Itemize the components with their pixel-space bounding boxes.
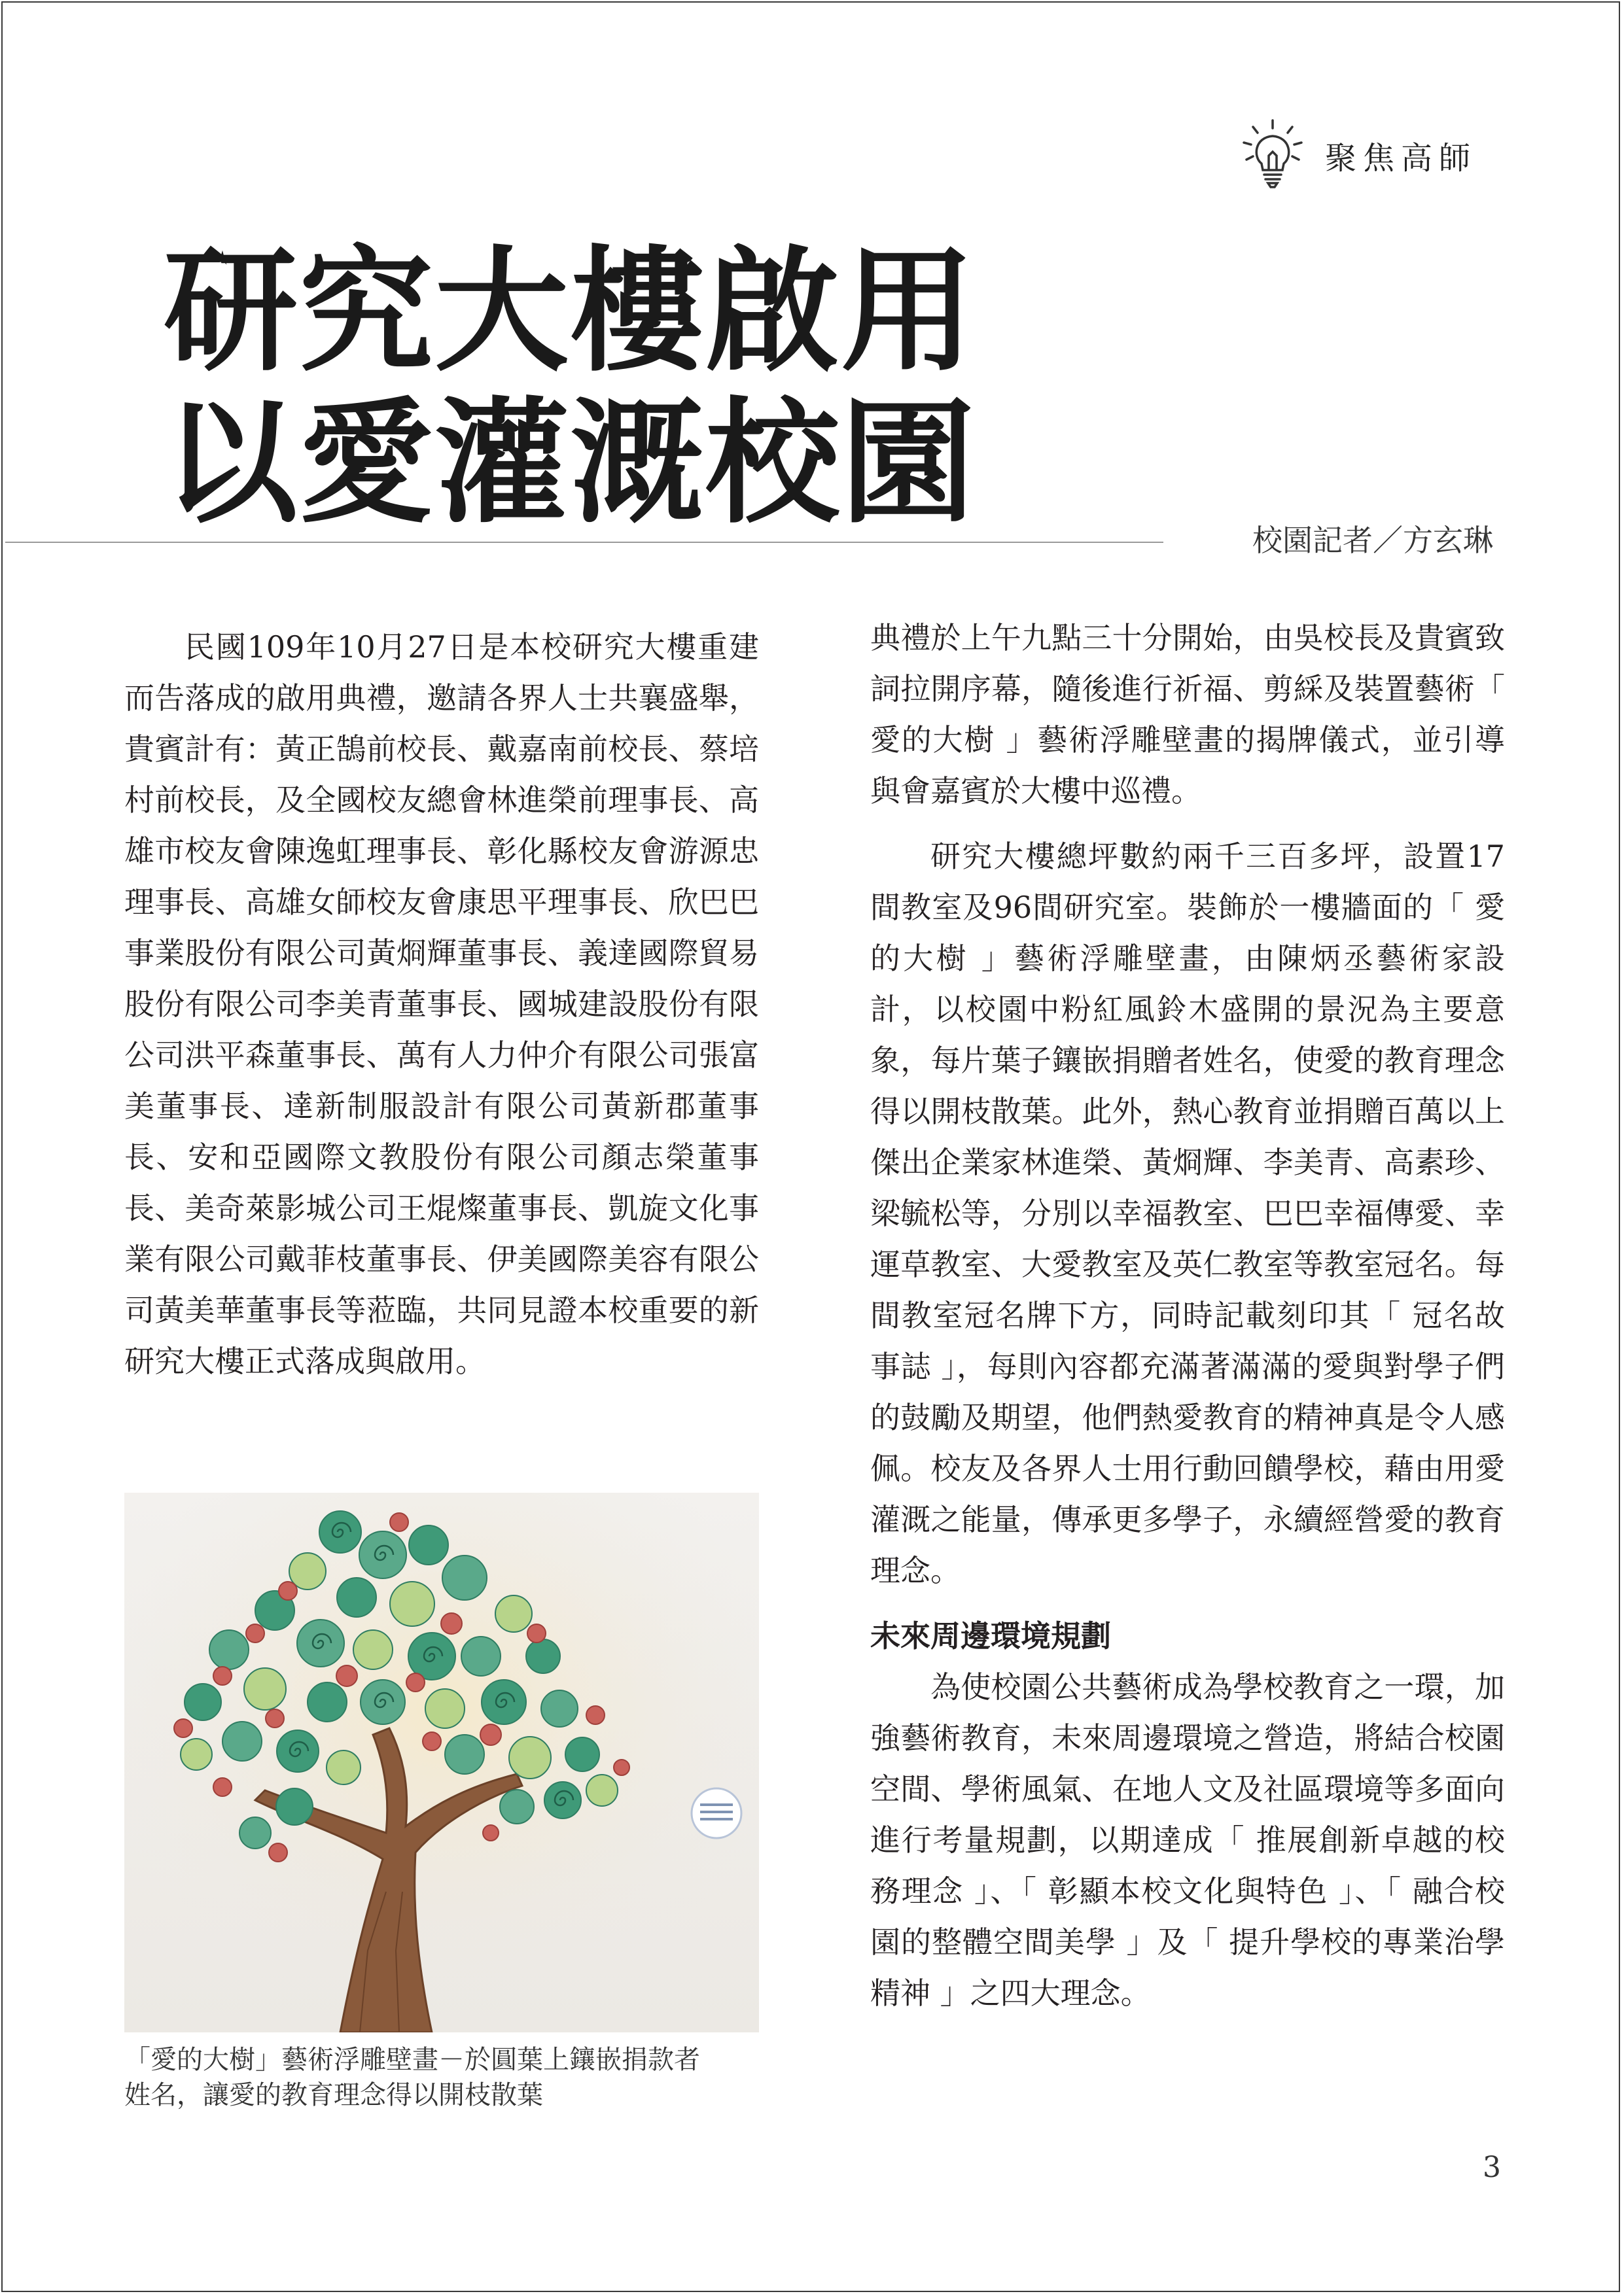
- paragraph-1: 民國109年10月27日是本校研究大樓重建而告落成的啟用典禮，邀請各界人士共襄盛舉，貴賓計有：黃正鵠前校長、戴嘉南前校長、蔡培村前校長，及全國校友總會林進榮前理事長、高雄市校友會陳逸虹理事長、彰化縣校友會游源忠理事長、高雄女師校友會康思平理事長、欣巴巴事業股份有限公司黃烱輝董事長、義達國際貿易股份有限公司李美青董事長、國城建設股份有限公司洪平森董事長、萬有人力仲介有限公司張富美董事長、達新制服設計有限公司黃新郡董事長、安和亞國際文教股份有限公司顏志榮董事長、美奇萊影城公司王焜燦董事長、凱旋文化事業有限公司戴菲枝董事長、伊美國際美容有限公司黃美華董事長等蒞臨，共同見證本校重要的新研究大樓正式落成與啟用。: [124, 629, 759, 1379]
- article-title: [164, 233, 976, 542]
- caption-line-2: 姓名，讓愛的教育理念得以開枝散葉: [124, 2080, 543, 2110]
- title-line-2: 以愛灌溉校園: [164, 385, 976, 542]
- title-line-1: 研究大樓啟用: [164, 233, 976, 390]
- byline: 校園記者／方玄琳: [1252, 523, 1493, 558]
- tree-mural-photo: [124, 1493, 759, 2032]
- caption-line-1: 「愛的大樹」藝術浮雕壁畫－於圓葉上鑲嵌捐款者: [124, 2045, 700, 2075]
- subheading: 未來周邊環境規劃: [870, 1618, 1111, 1654]
- paragraph-3: 研究大樓總坪數約兩千三百多坪，設置17間教室及96間研究室。裝飾於一樓牆面的「 愛的大樹 」藝術浮雕壁畫，由陳炳丞藝術家設計，以校園中粉紅風鈴木盛開的景況為主要意象，每片葉子鑲嵌捐贈者姓名，使愛的教育理念得以開枝散葉。此外，熱心教育並捐贈百萬以上傑出企業家林進榮、黃烱輝、李美青、高素珍、梁毓松等，分別以幸福教室、巴巴幸福傳愛、幸運草教室、大愛教室及英仁教室等教室冠名。每間教室冠名牌下方，同時記載刻印其「 冠名故事誌 」，每則內容都充滿著滿滿的愛與對學子們的鼓勵及期望，他們熱愛教育的精神真是令人感佩。校友及各界人士用行動回饋學校，藉由用愛灌溉之能量，傳承更多學子，永續經營愛的教育理念。: [870, 839, 1505, 1588]
- column-left: [124, 621, 759, 1387]
- lightbulb-icon: [1240, 118, 1305, 192]
- figure-caption: [124, 2042, 766, 2113]
- section-label: 聚焦高師: [1325, 139, 1477, 177]
- paragraph-2: 典禮於上午九點三十分開始，由吳校長及貴賓致詞拉開序幕，隨後進行祈福、剪綵及裝置藝術「 愛的大樹 」藝術浮雕壁畫的揭牌儀式，並引導與會嘉賓於大樓中巡禮。: [870, 620, 1505, 809]
- page-number: 3: [1483, 2151, 1501, 2184]
- tree-mural-illustration: [124, 1493, 759, 2032]
- paragraph-4: 為使校園公共藝術成為學校教育之一環，加強藝術教育，未來周邊環境之營造，將結合校園空間、學術風氣、在地人文及社區環境等多面向進行考量規劃，以期達成「 推展創新卓越的校務理念 」、「 彰顯本校文化與特色 」、「 融合校園的整體空間美學 」及「 提升學校的專業治學精神 」之四大理念。: [870, 1669, 1505, 2011]
- section-header: [1240, 118, 1477, 192]
- column-right: [870, 612, 1505, 2019]
- title-divider: [5, 542, 1163, 543]
